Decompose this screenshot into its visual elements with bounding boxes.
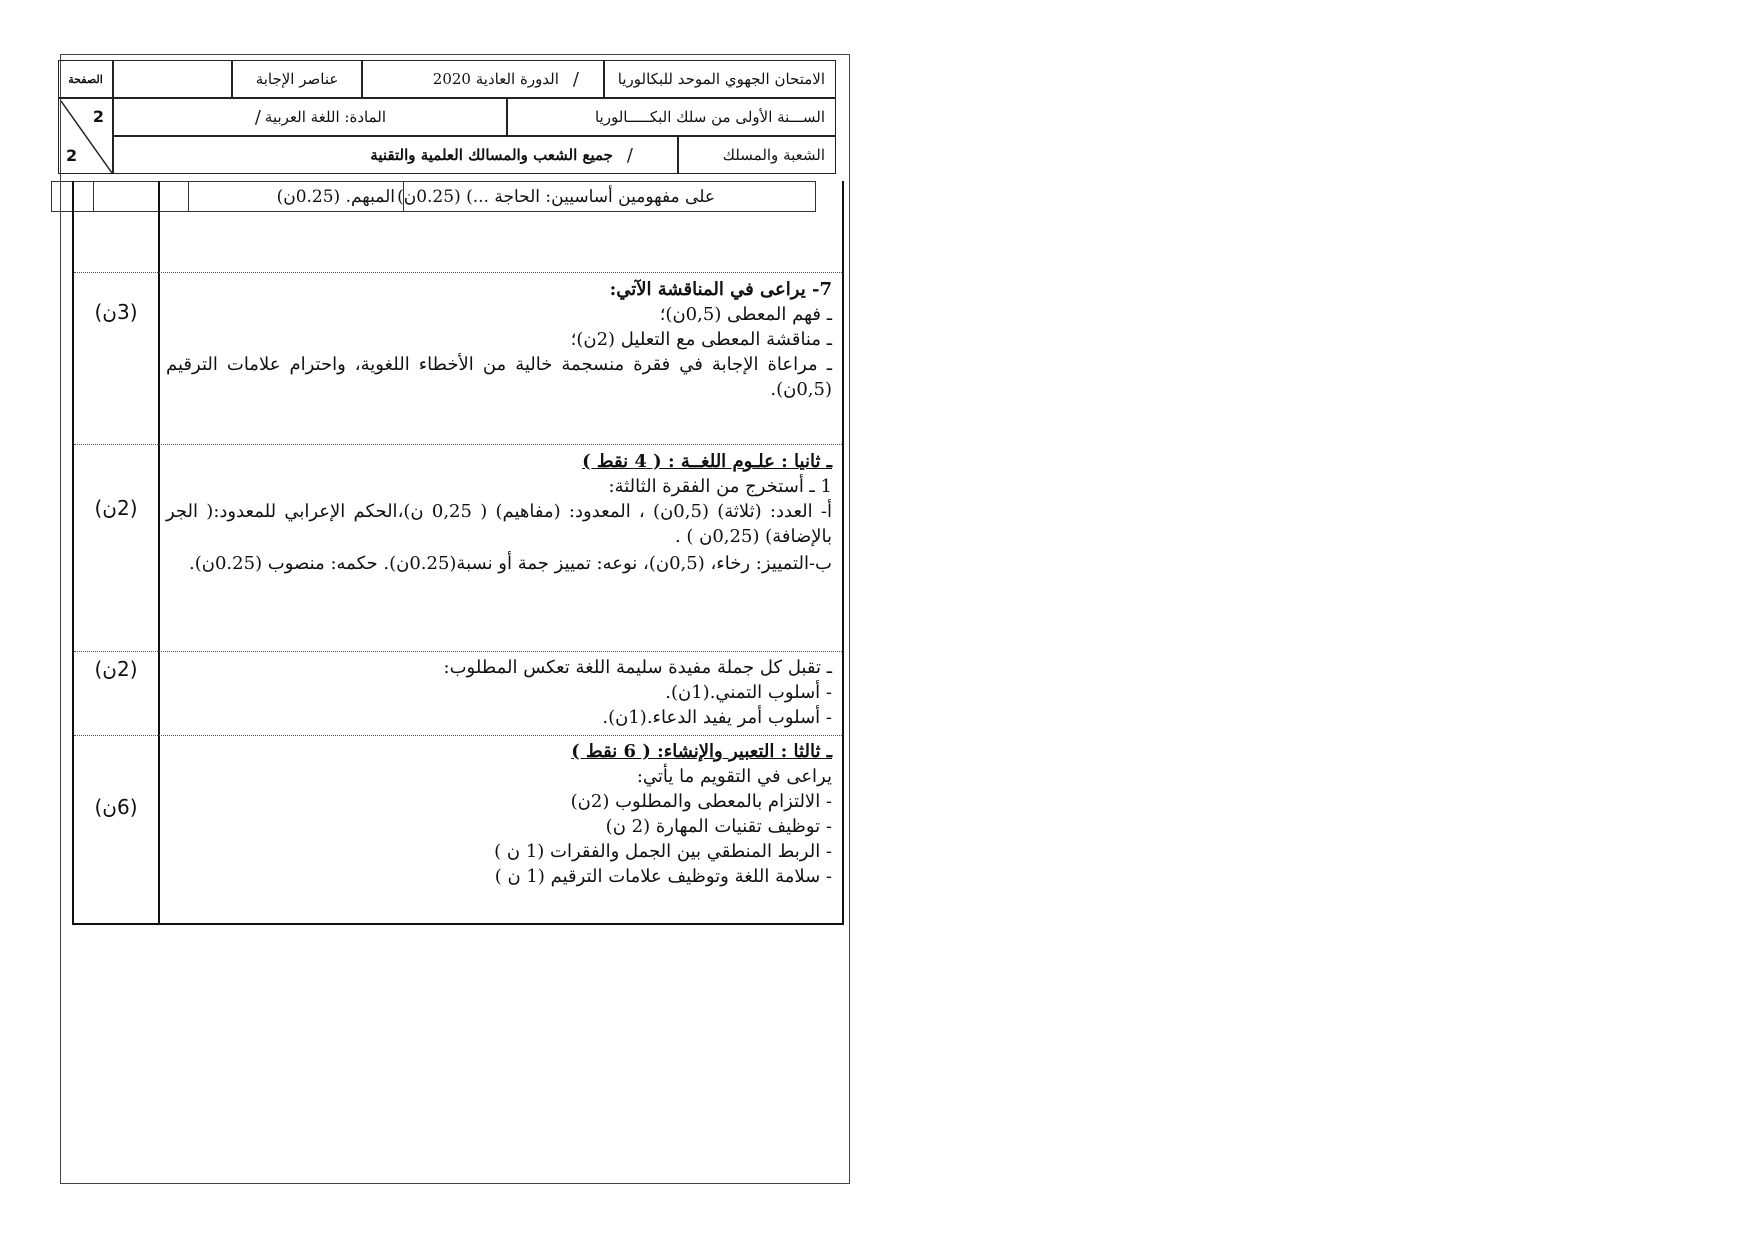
answers-table bbox=[72, 181, 844, 925]
header-row-2 bbox=[113, 98, 836, 136]
branch-label-cell bbox=[678, 136, 836, 174]
level-label: الســـنة الأولى من سلك البكـــــالوريا bbox=[594, 108, 825, 126]
score-part2: (2ن) bbox=[94, 496, 138, 520]
subject-label: المادة: اللغة العربية bbox=[264, 108, 386, 126]
row-separator bbox=[74, 272, 842, 273]
answer-q7 bbox=[166, 277, 832, 402]
part2-line-3: ب-التمييز: رخاء، (0,5ن)، نوعه: تمييز جمة أو نسبة(0.25ن). حكمه: منصوب (0.25ن). bbox=[189, 553, 832, 574]
row-separator bbox=[74, 651, 842, 652]
session-label: الدورة العادية 2020 bbox=[432, 70, 559, 88]
answer-elements-label: عناصر الإجابة bbox=[255, 70, 339, 88]
q2-line-1: ـ تقبل كل جملة مفيدة سليمة اللغة تعكس المطلوب: bbox=[443, 657, 832, 678]
part2-line-2: أ- العدد: (ثلاثة) (0,5ن) ، المعدود: (مفاهيم) ( 0,25 ن)،الحكم الإعرابي للمعدود:( الجر بالإضافة) (0,25ن ) . bbox=[166, 501, 832, 547]
score-q7: (3ن) bbox=[94, 300, 138, 324]
exam-header bbox=[58, 60, 836, 174]
score-column-divider bbox=[158, 181, 160, 923]
answer-part2 bbox=[166, 449, 832, 576]
header-row-3 bbox=[113, 136, 836, 174]
slash-mark: / bbox=[572, 68, 579, 90]
part3-line-2: - الالتزام بالمعطى والمطلوب (2ن) bbox=[570, 791, 832, 812]
part3-line-5: - سلامة اللغة وتوظيف علامات الترقيم (1 ن ) bbox=[494, 866, 832, 887]
score-q2: (2ن) bbox=[94, 657, 138, 681]
row-separator bbox=[74, 735, 842, 736]
header-row-1 bbox=[58, 60, 836, 98]
level-cell bbox=[507, 98, 836, 136]
page-current: 2 bbox=[92, 107, 104, 126]
exam-title-cell bbox=[604, 60, 836, 98]
part3-line-3: - توظيف تقنيات المهارة (2 ن) bbox=[605, 816, 832, 837]
page-label: الصفحة bbox=[68, 72, 103, 86]
part3-line-4: - الربط المنطقي بين الجمل والفقرات (1 ن ) bbox=[494, 841, 832, 862]
exam-title: الامتحان الجهوي الموحد للبكالوريا bbox=[617, 70, 825, 88]
slash-mark: / bbox=[254, 106, 261, 128]
q7-line-2: ـ فهم المعطى (0,5ن)؛ bbox=[659, 304, 832, 325]
q2-line-3: - أسلوب أمر يفيد الدعاء.(1ن). bbox=[602, 707, 832, 728]
answer-q2 bbox=[166, 655, 832, 730]
branches-label: جميع الشعب والمسالك العلمية والتقنية bbox=[370, 146, 613, 164]
part2-line-1: 1 ـ أستخرج من الفقرة الثالثة: bbox=[608, 476, 832, 497]
q7-line-3: ـ مناقشة المعطى مع التعليل (2ن)؛ bbox=[570, 329, 832, 350]
blank-cell bbox=[113, 60, 232, 98]
page-total: 2 bbox=[66, 146, 78, 165]
answer-elements-cell bbox=[232, 60, 362, 98]
q2-line-2: - أسلوب التمني.(1ن). bbox=[665, 682, 832, 703]
session-cell bbox=[362, 60, 604, 98]
subject-cell bbox=[113, 98, 507, 136]
part3-line-1: يراعى في التقويم ما يأتي: bbox=[636, 766, 832, 787]
branches-cell bbox=[113, 136, 678, 174]
part2-heading: ـ ثانيا : علـوم اللغــة : ( 4 نقط ) bbox=[582, 451, 832, 472]
page-label-cell bbox=[58, 60, 113, 98]
q7-line-1: 7- يراعى في المناقشة الآتي: bbox=[609, 279, 832, 300]
branch-label: الشعبة والمسلك bbox=[722, 146, 825, 164]
strip-text-left: المبهم. (0.25ن) bbox=[276, 186, 395, 207]
page-number-box bbox=[58, 98, 113, 174]
q7-line-4: ـ مراعاة الإجابة في فقرة منسجمة خالية من الأخطاء اللغوية، واحترام علامات الترقيم (0,5ن). bbox=[166, 354, 832, 400]
slash-mark: / bbox=[626, 144, 633, 166]
score-part3: (6ن) bbox=[94, 795, 138, 819]
strip-text-right: على مفهومين أساسيين: الحاجة ...) (0.25ن) bbox=[397, 186, 715, 207]
row-separator bbox=[74, 444, 842, 445]
part3-heading: ـ ثالثا : التعبير والإنشاء: ( 6 نقط ) bbox=[571, 741, 832, 762]
answer-part3 bbox=[166, 739, 832, 889]
